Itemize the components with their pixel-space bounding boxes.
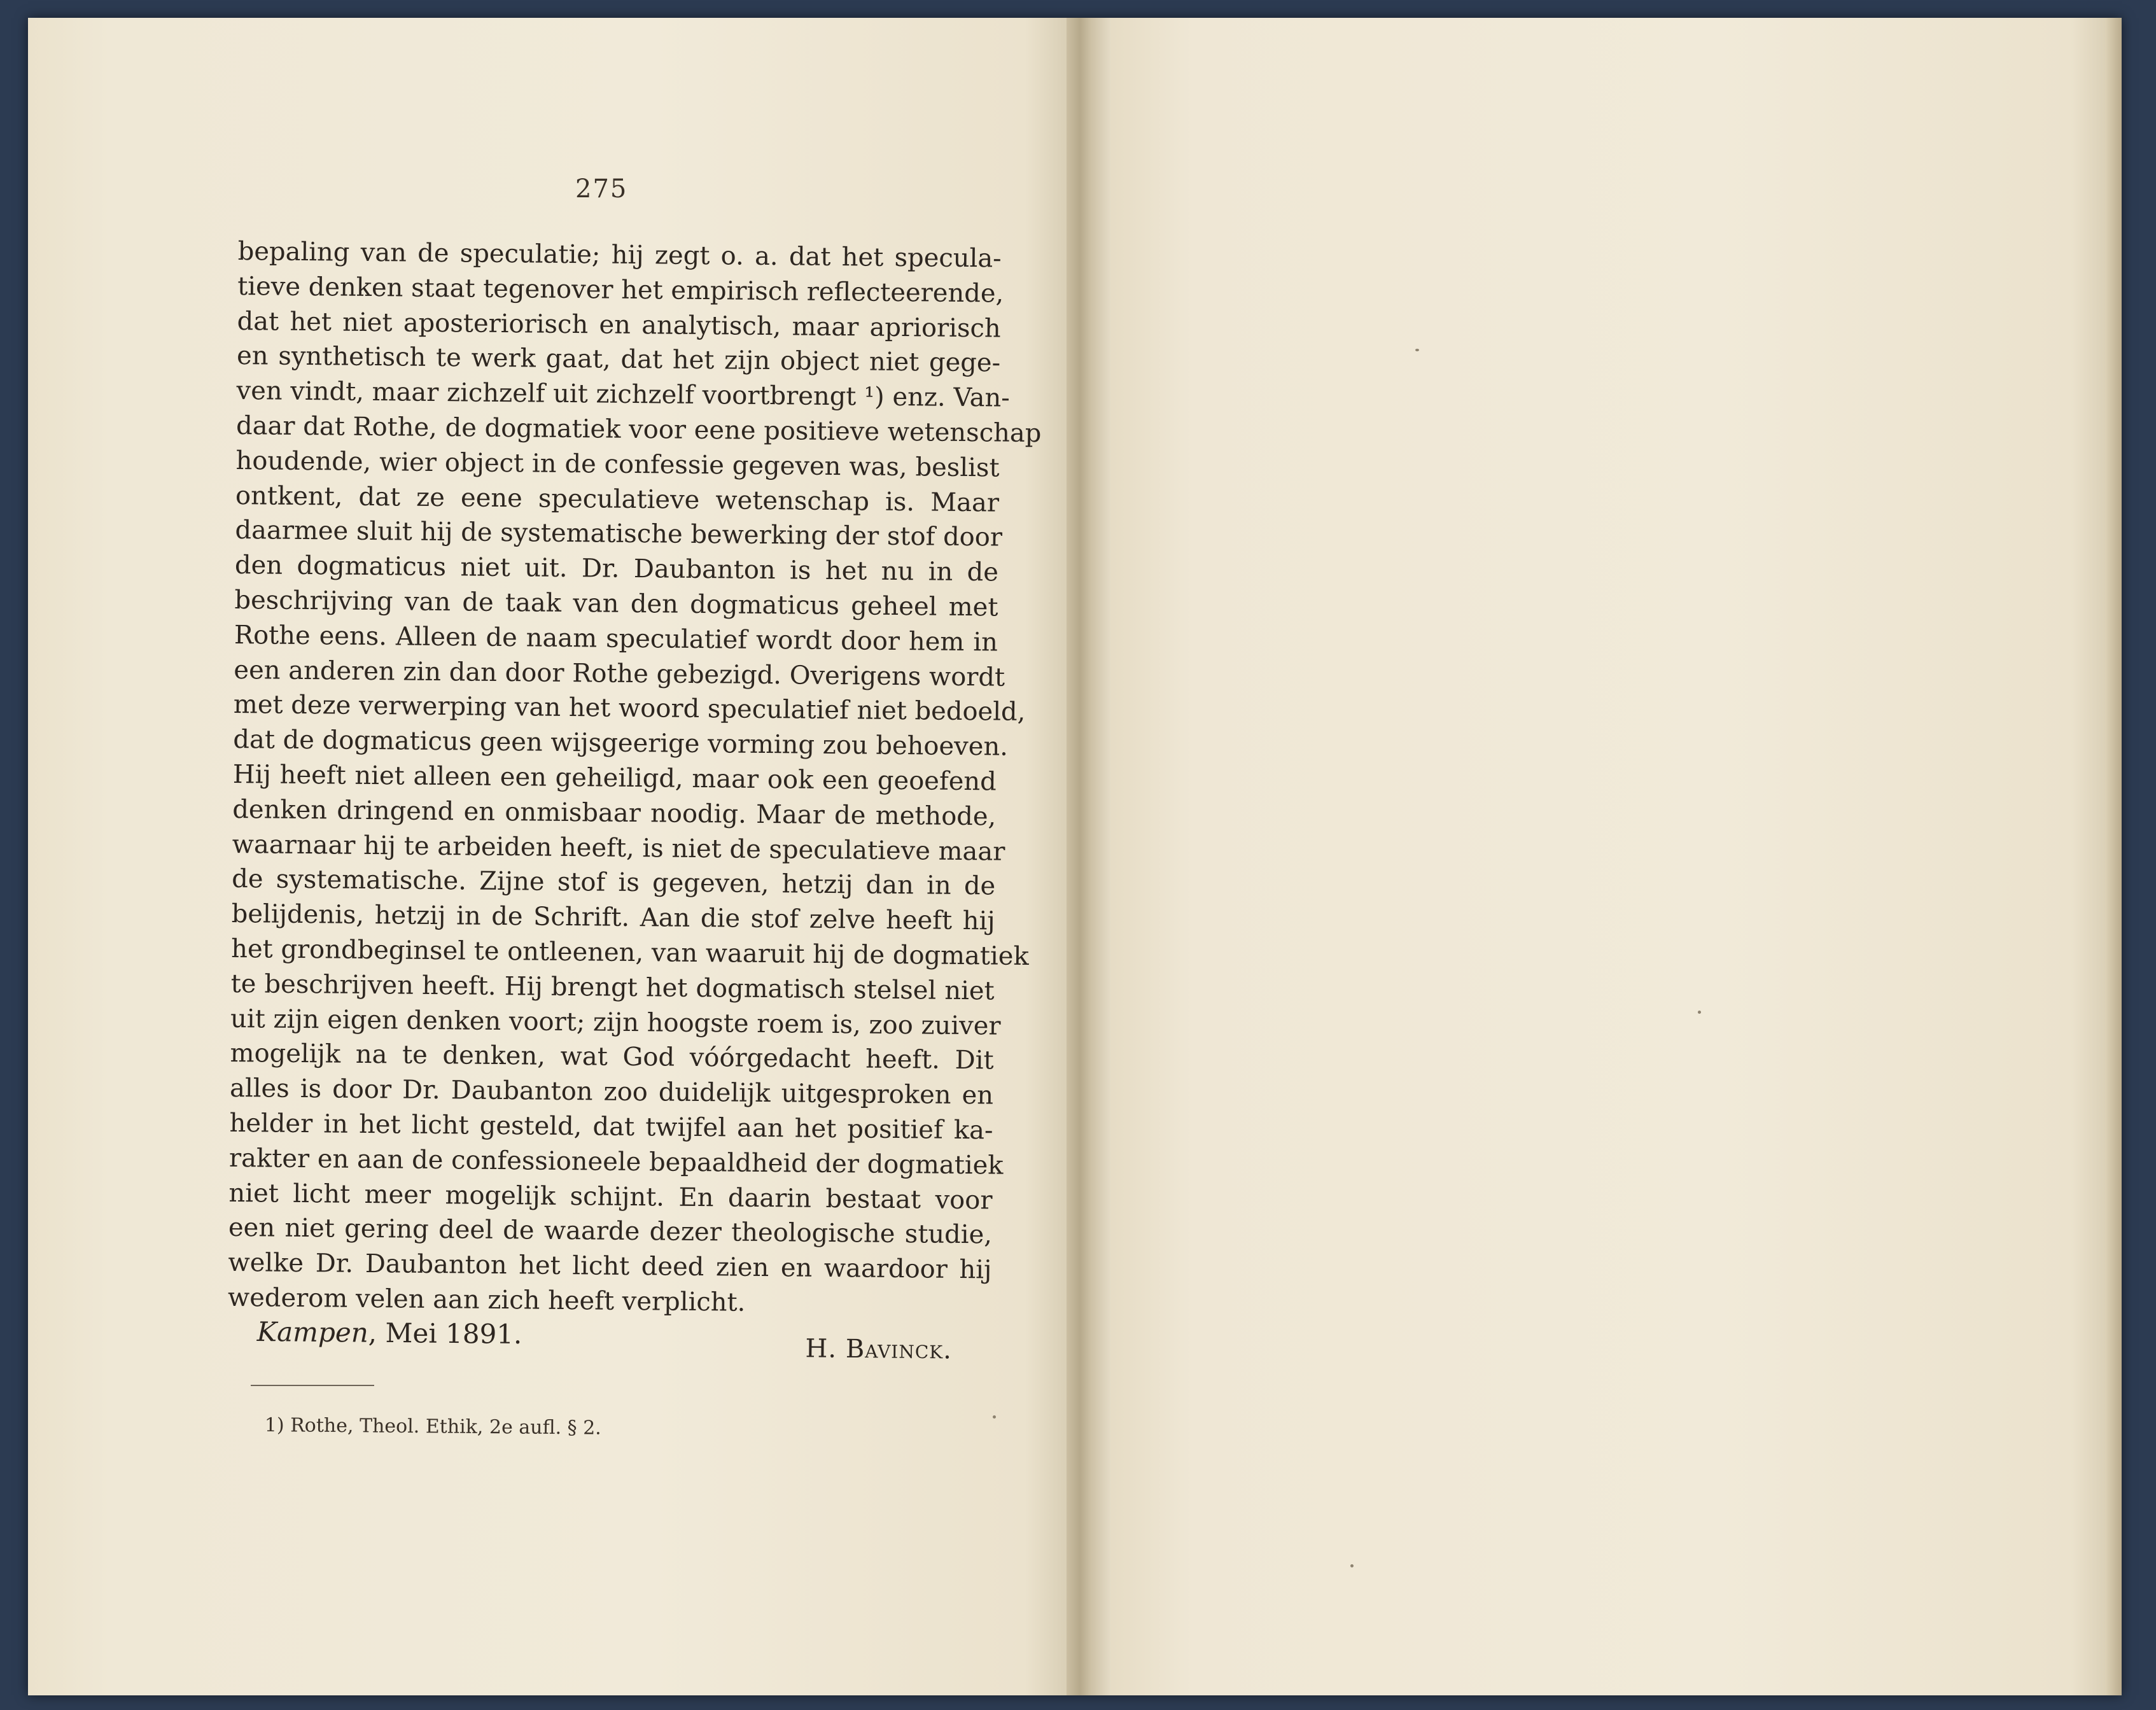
author-name: Bavinck. — [845, 1334, 953, 1365]
text-line: bepaling van de speculatie; hij zegt o. a. dat het specula- — [237, 236, 1002, 274]
right-page — [1111, 18, 2122, 1695]
text-line: niet licht meer mogelijk schijnt. En daarin bestaat voor — [228, 1178, 993, 1215]
text-line: daarmee sluit hij de systematische bewerking der stof door — [235, 515, 1003, 552]
text-line: houdende, wier object in de confessie gegeven was, beslist — [235, 445, 1000, 483]
footnote-rule — [251, 1385, 374, 1386]
text-line: belijdenis, hetzij in de Schrift. Aan die stof zelve heeft hij — [231, 899, 995, 936]
text-line: denken dringend en onmisbaar noodig. Maar de methode, — [232, 794, 997, 832]
signature-author — [805, 1334, 952, 1364]
text-line: beschrijving van de taak van den dogmaticus geheel met — [234, 585, 998, 622]
text-line: ven vindt, maar zichzelf uit zichzelf voortbrengt ¹) enz. Van- — [236, 376, 1010, 413]
text-line: dat de dogmaticus geen wijsgeerige vorming zou behoeven. — [233, 725, 1009, 762]
text-line: en synthetisch te werk gaat, dat het zijn object niet gege- — [236, 341, 1001, 378]
text-line: Rothe eens. Alleen de naam speculatief wordt door hem in — [234, 620, 998, 657]
paper-speck — [993, 1415, 996, 1419]
text-line: helder in het licht gesteld, dat twijfel aan het positief ka- — [229, 1108, 993, 1146]
open-book — [28, 18, 2122, 1695]
text-line: te beschrijven heeft. Hij brengt het dogmatisch stelsel niet — [230, 969, 995, 1006]
text-line: rakter en aan de confessioneele bepaaldheid der dogmatiek — [228, 1143, 1004, 1181]
book-gutter — [1067, 18, 1111, 1695]
text-line: welke Dr. Daubanton het licht deed zien en waardoor hij — [228, 1248, 992, 1285]
text-line: een anderen zin dan door Rothe gebezigd. Overigens wordt — [234, 655, 1005, 692]
page-number: 275 — [575, 174, 628, 204]
text-line: tieve denken staat tegenover het empirisch reflecteerende, — [237, 271, 1004, 309]
body-text — [227, 234, 1042, 1322]
paper-speck — [1698, 1011, 1701, 1014]
footnote: 1) Rothe, Theol. Ethik, 2e aufl. § 2. — [264, 1414, 601, 1440]
text-line: alles is door Dr. Daubanton zoo duidelijk uitgesproken en — [229, 1074, 994, 1111]
signature-row — [256, 1316, 983, 1365]
signature-date: , Mei 1891. — [368, 1317, 522, 1350]
text-line: dat het niet aposteriorisch en analytisch, maar apriorisch — [237, 306, 1001, 344]
text-line: daar dat Rothe, de dogmatiek voor eene positieve wetenschap — [235, 410, 1042, 449]
author-initial: H. — [805, 1334, 846, 1364]
text-line: mogelijk na te denken, wat God vóórgedacht heeft. Dit — [230, 1039, 994, 1076]
page-edge — [2105, 18, 2122, 1695]
text-line: een niet gering deel de waarde dezer theologische studie, — [228, 1213, 993, 1250]
text-line: waarnaar hij te arbeiden heeft, is niet de speculatieve maar — [232, 829, 1005, 867]
text-line: met deze verwerping van het woord speculatief niet bedoeld, — [233, 690, 1026, 727]
text-line: uit zijn eigen denken voort; zijn hoogste roem is, zoo zuiver — [230, 1004, 1001, 1041]
text-line: wederom velen aan zich heeft verplicht. — [227, 1282, 746, 1317]
paper-speck — [1415, 349, 1419, 351]
left-page — [28, 18, 1067, 1695]
text-line: de systematische. Zijne stof is gegeven, hetzij dan in de — [232, 864, 996, 901]
signature-place: Kampen — [256, 1316, 369, 1349]
paper-speck — [1350, 1564, 1354, 1567]
text-line: ontkent, dat ze eene speculatieve wetenschap is. Maar — [235, 480, 1000, 518]
text-line: Hij heeft niet alleen een geheiligd, maar ook een geoefend — [232, 759, 997, 797]
text-line: het grondbeginsel te ontleenen, van waaruit hij de dogmatiek — [230, 934, 1029, 971]
text-line: den dogmaticus niet uit. Dr. Daubanton is het nu in de — [234, 550, 999, 587]
